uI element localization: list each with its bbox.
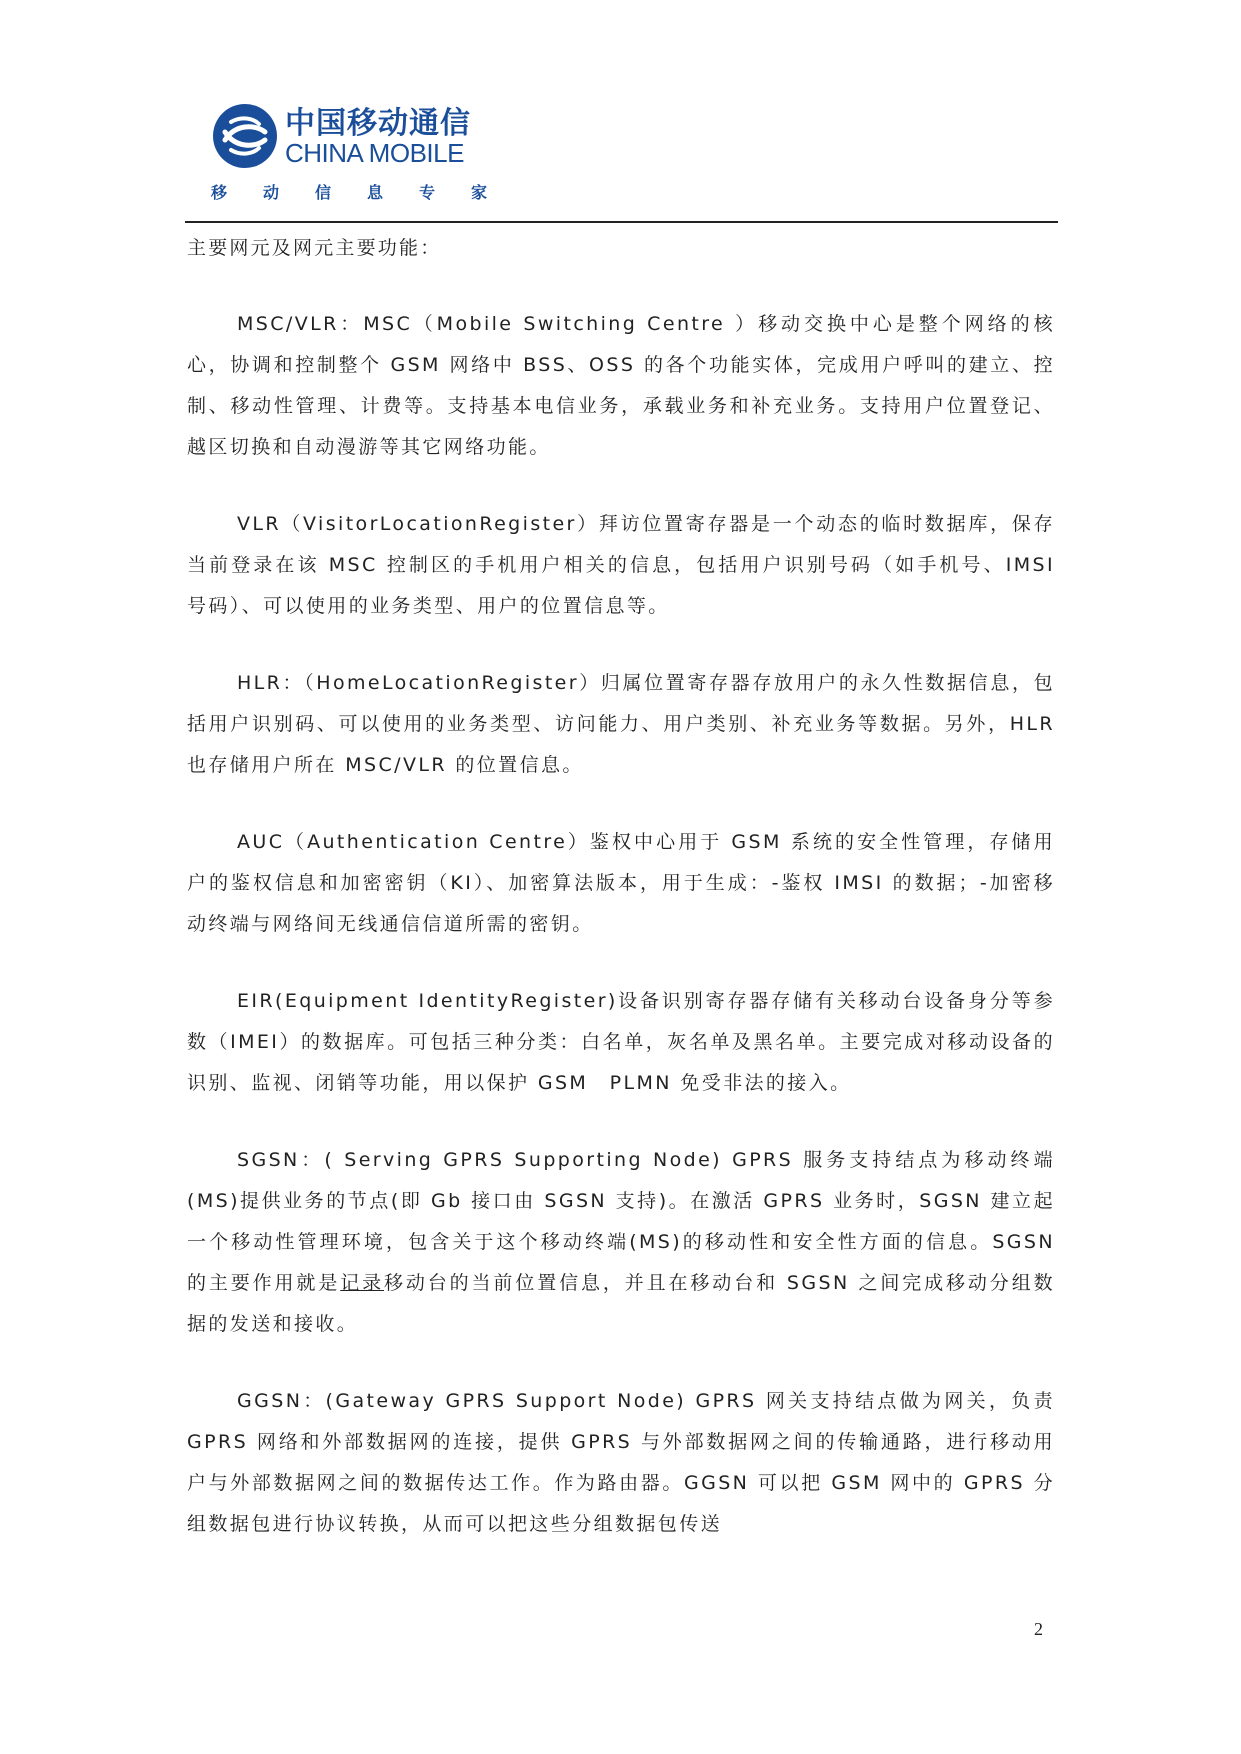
paragraph-auc: AUC（Authentication Centre）鉴权中心用于 GSM 系统的安全性管理，存储用户的鉴权信息和加密密钥（KI）、加密算法版本，用于生成：-鉴权 IMSI 的数据；-加密移动终端与网络间无线通信信道所需的密钥。	[187, 831, 1055, 935]
china-mobile-logo-icon	[211, 102, 279, 170]
paragraph-hlr: HLR：（HomeLocationRegister）归属位置寄存器存放用户的永久性数据信息，包括用户识别码、可以使用的业务类型、访问能力、用户类别、补充业务等数据。另外，HLR 也存储用户所在 MSC/VLR 的位置信息。	[187, 672, 1055, 776]
paragraph-ggsn: GGSN：(Gateway GPRS Support Node) GPRS 网关支持结点做为网关，负责 GPRS 网络和外部数据网的连接，提供 GPRS 与外部数据网之间的传输通路，进行移动用户与外部数据网之间的数据传达工作。作为路由器。GGSN 可以把 GSM 网中的 GPRS 分组数据包进行协议转换，从而可以把这些分组数据包传送	[187, 1390, 1055, 1535]
paragraph-sgsn-text: SGSN：( Serving GPRS Supporting Node) GPRS 服务支持结点为移动终端(MS)提供业务的节点(即 Gb 接口由 SGSN 支持)。在激活 GPRS 业务时，SGSN 建立起一个移动性管理环境，包含关于这个移动终端(MS)的移动性和安全性方面的信息。SGSN 的主要作用就是	[187, 1149, 1055, 1294]
paragraph-msc-vlr: MSC/VLR：MSC（Mobile Switching Centre ）移动交换中心是整个网络的核心，协调和控制整个 GSM 网络中 BSS、OSS 的各个功能实体，完成用户呼叫的建立、控制、移动性管理、计费等。支持基本电信业务，承载业务和补充业务。支持用户位置登记、越区切换和自动漫游等其它网络功能。	[187, 313, 1055, 458]
logo-text-cn: 中国移动通信	[285, 106, 471, 141]
paragraph-eir: EIR(Equipment IdentityRegister)设备识别寄存器存储有关移动台设备身分等参数（IMEI）的数据库。可包括三种分类：白名单，灰名单及黑名单。主要完成对移动设备的识别、监视、闭销等功能，用以保护 GSM PLMN 免受非法的接入。	[187, 990, 1055, 1094]
paragraph-sgsn-text-end: 移动台的当前位置信息，并且在移动台和 SGSN 之间完成移动分组数据的发送和接收。	[187, 1272, 1055, 1335]
document-body	[187, 224, 1055, 1545]
underlined-term: 记录	[340, 1272, 384, 1294]
section-title: 主要网元及网元主要功能：	[187, 237, 442, 259]
page-header	[185, 92, 1085, 222]
logo-text-en: CHINA MOBILE	[285, 138, 464, 168]
page-number: 2	[1034, 1619, 1043, 1639]
logo-tagline: 移动信息专家	[211, 183, 524, 202]
paragraph-sgsn	[187, 1140, 1055, 1345]
paragraph-vlr: VLR（VisitorLocationRegister）拜访位置寄存器是一个动态的临时数据库，保存当前登录在该 MSC 控制区的手机用户相关的信息，包括用户识别号码（如手机号、IMSI 号码）、可以使用的业务类型、用户的位置信息等。	[187, 513, 1055, 617]
header-divider	[185, 221, 1058, 223]
